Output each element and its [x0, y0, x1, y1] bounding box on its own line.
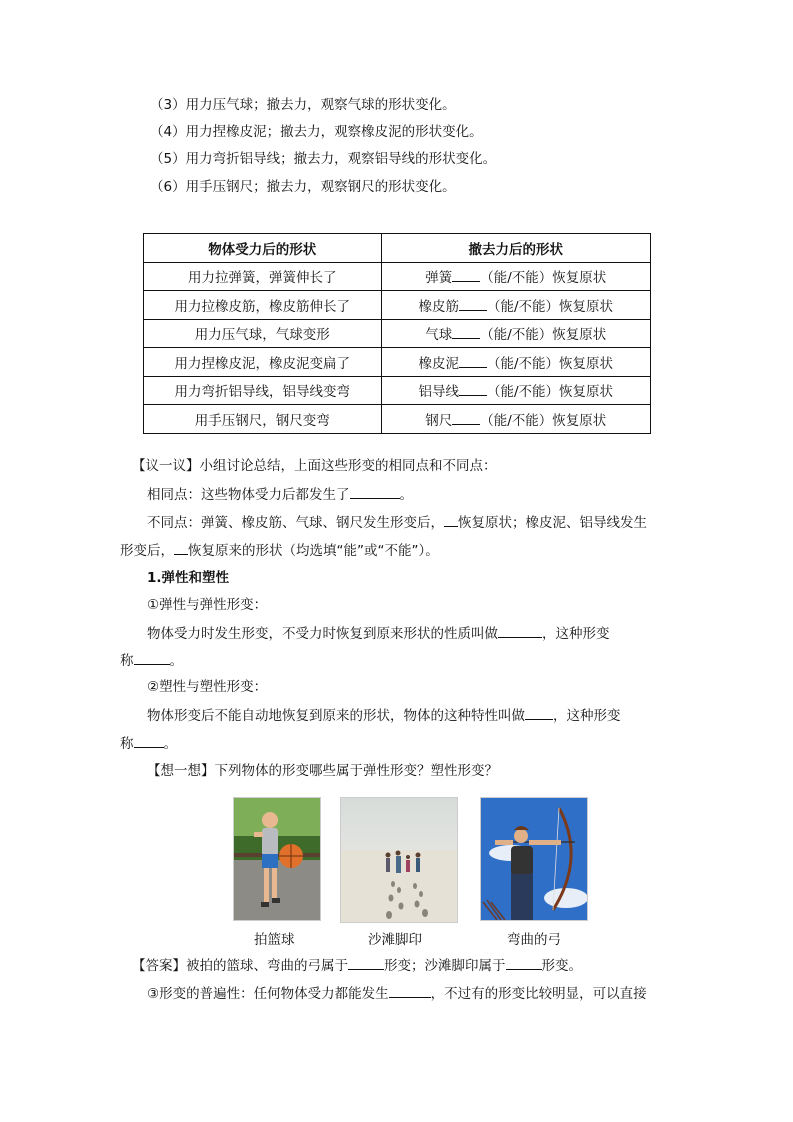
beach-photo	[340, 797, 458, 923]
answer-blank-1[interactable]	[348, 956, 384, 970]
answer-blank[interactable]	[459, 382, 487, 396]
plasticity-blank[interactable]	[525, 706, 553, 720]
diff-blank-1[interactable]	[444, 513, 458, 527]
table-row	[144, 319, 651, 348]
answer-line: 【答案】被拍的篮球、弯曲的弓属于 形变；沙滩脚印属于 形变。	[132, 958, 582, 974]
caption-bow: 弯曲的弓	[507, 932, 561, 948]
table-row	[144, 348, 651, 377]
header-release-shape: 撤去力后的形状	[381, 234, 650, 263]
basketball-photo	[233, 797, 321, 921]
row-left: 用力压气球，气球变形	[144, 319, 382, 348]
row-left: 用手压钢尺，钢尺变弯	[144, 405, 382, 434]
row-suffix: （能/不能）恢复原状	[480, 270, 607, 287]
discuss-diff-2: 形变后， 恢复原来的形状（均选填“能”或“不能”）。	[120, 543, 439, 559]
answer-blank-2[interactable]	[506, 956, 542, 970]
elastic-deform-blank[interactable]	[134, 651, 170, 665]
table-row	[144, 291, 651, 320]
row-right	[381, 319, 650, 348]
row-right	[381, 348, 650, 377]
header-force-shape: 物体受力后的形状	[144, 234, 382, 263]
row-left: 用力拉弹簧，弹簧伸长了	[144, 262, 382, 291]
row-left: 用力弯折铝导线，铝导线变弯	[144, 376, 382, 405]
answer-blank[interactable]	[452, 411, 480, 425]
object-name: 弹簧	[425, 270, 453, 287]
table-row	[144, 405, 651, 434]
same-blank[interactable]	[350, 485, 400, 499]
plastic-deform-blank[interactable]	[134, 734, 164, 748]
answer-blank[interactable]	[452, 268, 480, 282]
universal-blank[interactable]	[389, 984, 431, 998]
row-suffix: （能/不能）恢复原状	[486, 298, 614, 315]
answer-blank[interactable]	[459, 354, 487, 368]
plastic-line-1: 物体形变后不能自动地恢复到原来的形状，物体的这种特性叫做 ，这种形变	[147, 708, 621, 724]
row-left: 用力捏橡皮泥，橡皮泥变扁了	[144, 348, 382, 377]
row-suffix: （能/不能）恢复原状	[486, 384, 614, 401]
think-prompt: 【想一想】下列物体的形变哪些属于弹性形变？塑性形变？	[147, 763, 498, 779]
plastic-title: ②塑性与塑性形变：	[147, 679, 268, 695]
elastic-line-2: 称 。	[120, 653, 183, 669]
row-suffix: （能/不能）恢复原状	[486, 355, 614, 372]
table-row	[144, 376, 651, 405]
object-name: 橡皮泥	[418, 355, 459, 372]
caption-basketball: 拍篮球	[254, 932, 295, 948]
row-right	[381, 291, 650, 320]
caption-beach: 沙滩脚印	[368, 932, 422, 948]
table-row	[144, 262, 651, 291]
row-right	[381, 405, 650, 434]
observation-table	[143, 233, 651, 434]
step-5: （5）用力弯折铝导线；撤去力，观察铝导线的形状变化。	[150, 151, 497, 167]
universal-line: ③形变的普遍性：任何物体受力都能发生 ，不过有的形变比较明显，可以直接	[147, 986, 647, 1002]
discuss-diff-1: 不同点：弹簧、橡皮筋、气球、钢尺发生形变后， 恢复原状；橡皮泥、铝导线发生	[147, 515, 647, 531]
row-right	[381, 376, 650, 405]
bow-photo	[480, 797, 588, 921]
section-title: 1.弹性和塑性	[147, 570, 230, 586]
object-name: 橡皮筋	[418, 298, 459, 315]
object-name: 气球	[425, 327, 453, 344]
step-4: （4）用力捏橡皮泥；撤去力，观察橡皮泥的形状变化。	[150, 124, 483, 140]
object-name: 钢尺	[425, 412, 453, 429]
row-left: 用力拉橡皮筋，橡皮筋伸长了	[144, 291, 382, 320]
elasticity-blank[interactable]	[498, 624, 542, 638]
step-6: （6）用手压钢尺；撤去力，观察钢尺的形状变化。	[150, 179, 456, 195]
answer-blank[interactable]	[459, 297, 487, 311]
discuss-intro: 【议一议】小组讨论总结，上面这些形变的相同点和不同点：	[132, 458, 497, 474]
plastic-line-2: 称 。	[120, 736, 177, 752]
row-right	[381, 262, 650, 291]
elastic-line-1: 物体受力时发生形变，不受力时恢复到原来形状的性质叫做 ，这种形变	[147, 626, 610, 642]
elastic-title: ①弹性与弹性形变：	[147, 597, 268, 613]
table-header-row	[144, 234, 651, 263]
answer-blank[interactable]	[452, 325, 480, 339]
object-name: 铝导线	[418, 384, 459, 401]
diff-blank-2[interactable]	[174, 541, 188, 555]
step-3: （3）用力压气球；撤去力，观察气球的形状变化。	[150, 97, 456, 113]
row-suffix: （能/不能）恢复原状	[480, 412, 607, 429]
discuss-same: 相同点：这些物体受力后都发生了 。	[147, 487, 413, 503]
row-suffix: （能/不能）恢复原状	[480, 327, 607, 344]
